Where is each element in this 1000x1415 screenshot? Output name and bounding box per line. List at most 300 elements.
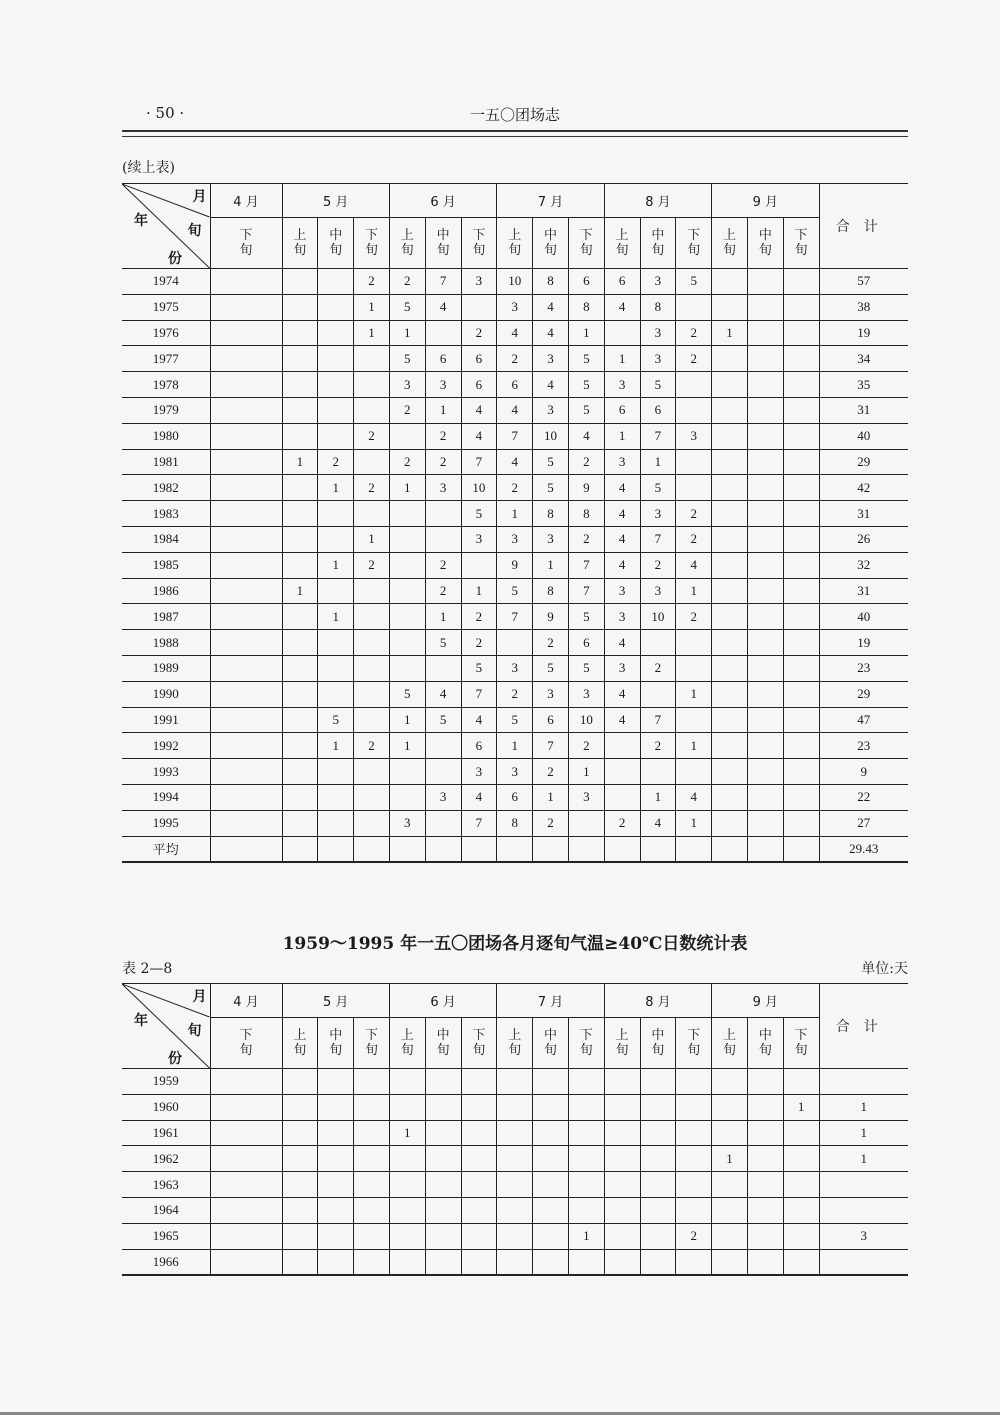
value-cell: 3: [497, 759, 533, 785]
xun-header: [461, 1018, 497, 1069]
value-cell: [461, 1172, 497, 1198]
table-title: 1959～1995 年一五〇团场各月逐旬气温≥40℃日数统计表: [282, 934, 748, 954]
value-cell: [533, 836, 569, 862]
value-cell: 2: [640, 552, 676, 578]
value-cell: [282, 372, 318, 398]
value-cell: [389, 630, 425, 656]
value-cell: [318, 1172, 354, 1198]
xun-label-bottom: 旬: [472, 243, 486, 258]
value-cell: [533, 1146, 569, 1172]
table-row: [122, 397, 908, 423]
value-cell: 10: [568, 707, 604, 733]
value-cell: 2: [425, 552, 461, 578]
year-cell: 1964: [122, 1197, 210, 1223]
value-cell: [712, 1172, 748, 1198]
total-header: 合计: [819, 984, 908, 1069]
total-cell: [819, 1069, 908, 1095]
value-cell: [282, 552, 318, 578]
value-cell: [425, 1120, 461, 1146]
value-cell: 4: [676, 552, 712, 578]
value-cell: 3: [640, 346, 676, 372]
value-cell: 1: [604, 346, 640, 372]
xun-label-bottom: 旬: [239, 243, 253, 258]
value-cell: 10: [640, 604, 676, 630]
total-cell: 47: [819, 707, 908, 733]
year-cell: 1981: [122, 449, 210, 475]
value-cell: [282, 1197, 318, 1223]
value-cell: 5: [461, 655, 497, 681]
year-cell: 1991: [122, 707, 210, 733]
value-cell: 1: [640, 784, 676, 810]
table-row: [122, 1249, 908, 1275]
year-cell: 1982: [122, 475, 210, 501]
value-cell: [210, 1172, 282, 1198]
value-cell: 1: [676, 810, 712, 836]
value-cell: 5: [568, 397, 604, 423]
value-cell: [425, 1249, 461, 1275]
table-row: [122, 810, 908, 836]
value-cell: [712, 269, 748, 295]
value-cell: [676, 397, 712, 423]
value-cell: [747, 1120, 783, 1146]
value-cell: [568, 836, 604, 862]
value-cell: [210, 707, 282, 733]
year-cell: 1989: [122, 655, 210, 681]
value-cell: [747, 733, 783, 759]
total-cell: 1: [819, 1120, 908, 1146]
value-cell: 7: [640, 526, 676, 552]
xun-label-bottom: 旬: [615, 1043, 629, 1058]
xun-header: [354, 218, 390, 269]
value-cell: [604, 1146, 640, 1172]
value-cell: [210, 784, 282, 810]
value-cell: 1: [389, 1120, 425, 1146]
value-cell: [318, 501, 354, 527]
corner-year-label: 年: [134, 213, 148, 229]
total-cell: 34: [819, 346, 908, 372]
year-cell: 平均: [122, 836, 210, 862]
value-cell: [389, 784, 425, 810]
year-cell: 1959: [122, 1069, 210, 1095]
table-row: [122, 759, 908, 785]
value-cell: 3: [497, 294, 533, 320]
value-cell: [282, 1069, 318, 1095]
value-cell: 9: [533, 604, 569, 630]
xun-label-bottom: 旬: [293, 1043, 307, 1058]
value-cell: [533, 1094, 569, 1120]
value-cell: [712, 810, 748, 836]
total-cell: 32: [819, 552, 908, 578]
value-cell: [318, 372, 354, 398]
year-cell: 1995: [122, 810, 210, 836]
table-row: [122, 1120, 908, 1146]
value-cell: [389, 1094, 425, 1120]
table-row: [122, 269, 908, 295]
value-cell: [354, 810, 390, 836]
table-row: [122, 630, 908, 656]
value-cell: [783, 604, 819, 630]
value-cell: [604, 1120, 640, 1146]
value-cell: [747, 810, 783, 836]
value-cell: [210, 1094, 282, 1120]
value-cell: 2: [354, 423, 390, 449]
value-cell: 1: [676, 681, 712, 707]
value-cell: 5: [568, 346, 604, 372]
value-cell: [712, 604, 748, 630]
value-cell: 3: [533, 526, 569, 552]
value-cell: [425, 759, 461, 785]
xun-label-bottom: 旬: [329, 243, 343, 258]
value-cell: [318, 397, 354, 423]
value-cell: 1: [354, 320, 390, 346]
xun-label-bottom: 旬: [472, 1043, 486, 1058]
xun-label-top: 下: [579, 228, 593, 243]
value-cell: 2: [461, 320, 497, 346]
value-cell: [210, 475, 282, 501]
value-cell: 1: [389, 475, 425, 501]
value-cell: [712, 1223, 748, 1249]
value-cell: 3: [568, 784, 604, 810]
value-cell: 3: [604, 604, 640, 630]
value-cell: [783, 836, 819, 862]
value-cell: 2: [389, 449, 425, 475]
value-cell: 1: [712, 1146, 748, 1172]
value-cell: 4: [533, 320, 569, 346]
year-cell: 1986: [122, 578, 210, 604]
total-cell: 9: [819, 759, 908, 785]
value-cell: [783, 1197, 819, 1223]
xun-header: [318, 218, 354, 269]
corner-month-label: 月: [192, 189, 207, 205]
value-cell: [783, 733, 819, 759]
xun-label-bottom: 旬: [544, 243, 558, 258]
value-cell: [354, 501, 390, 527]
value-cell: [210, 630, 282, 656]
xun-label-top: 中: [329, 1028, 343, 1043]
xun-label-bottom: 旬: [364, 1043, 378, 1058]
value-cell: 2: [389, 397, 425, 423]
value-cell: 1: [389, 320, 425, 346]
value-cell: [425, 733, 461, 759]
value-cell: 5: [568, 604, 604, 630]
value-cell: 3: [461, 526, 497, 552]
value-cell: 5: [425, 630, 461, 656]
table-row: [122, 346, 908, 372]
value-cell: [318, 526, 354, 552]
xun-label-top: 上: [723, 1028, 737, 1043]
value-cell: [747, 681, 783, 707]
total-cell: 19: [819, 320, 908, 346]
value-cell: 4: [461, 397, 497, 423]
value-cell: 3: [604, 372, 640, 398]
value-cell: 5: [568, 655, 604, 681]
value-cell: [676, 759, 712, 785]
value-cell: [568, 810, 604, 836]
value-cell: 2: [676, 346, 712, 372]
value-cell: [425, 526, 461, 552]
value-cell: 5: [389, 681, 425, 707]
value-cell: [389, 1197, 425, 1223]
value-cell: 1: [318, 733, 354, 759]
value-cell: 2: [676, 320, 712, 346]
xun-header: [318, 1018, 354, 1069]
total-cell: [819, 1197, 908, 1223]
value-cell: [747, 759, 783, 785]
xun-header: [712, 218, 748, 269]
value-cell: [747, 269, 783, 295]
value-cell: 2: [425, 449, 461, 475]
xun-label-bottom: 旬: [508, 1043, 522, 1058]
value-cell: [783, 397, 819, 423]
xun-label-bottom: 旬: [400, 243, 414, 258]
year-cell: 1990: [122, 681, 210, 707]
value-cell: 4: [533, 294, 569, 320]
value-cell: [712, 501, 748, 527]
value-cell: 2: [640, 733, 676, 759]
value-cell: [210, 578, 282, 604]
value-cell: [676, 475, 712, 501]
corner-fen-label: 份: [168, 1051, 182, 1067]
value-cell: 5: [389, 294, 425, 320]
xun-header: [676, 1018, 712, 1069]
value-cell: [210, 346, 282, 372]
value-cell: [210, 501, 282, 527]
value-cell: [783, 1120, 819, 1146]
value-cell: 5: [640, 372, 676, 398]
xun-label-bottom: 旬: [758, 1043, 772, 1058]
value-cell: 2: [497, 681, 533, 707]
value-cell: [783, 526, 819, 552]
total-header: 合计: [819, 184, 908, 269]
value-cell: [389, 604, 425, 630]
xun-header: [640, 1018, 676, 1069]
value-cell: [747, 836, 783, 862]
value-cell: 6: [533, 707, 569, 733]
xun-header: [210, 218, 282, 269]
value-cell: [425, 1172, 461, 1198]
value-cell: [640, 1120, 676, 1146]
value-cell: [354, 346, 390, 372]
value-cell: 1: [568, 1223, 604, 1249]
value-cell: [461, 1094, 497, 1120]
value-cell: [747, 475, 783, 501]
value-cell: [354, 707, 390, 733]
value-cell: [533, 1223, 569, 1249]
month-header: 7 月: [497, 984, 604, 1018]
total-cell: 40: [819, 604, 908, 630]
header-row-months: [122, 984, 908, 1018]
value-cell: [210, 1069, 282, 1095]
value-cell: [389, 1146, 425, 1172]
value-cell: 1: [425, 604, 461, 630]
value-cell: 4: [604, 501, 640, 527]
xun-label-top: 下: [472, 228, 486, 243]
value-cell: [282, 346, 318, 372]
value-cell: 6: [425, 346, 461, 372]
xun-label-top: 下: [239, 228, 253, 243]
value-cell: 3: [425, 784, 461, 810]
xun-label-top: 中: [651, 228, 665, 243]
value-cell: [604, 1069, 640, 1095]
value-cell: 4: [676, 784, 712, 810]
value-cell: 8: [533, 501, 569, 527]
value-cell: 3: [640, 320, 676, 346]
xun-label-bottom: 旬: [329, 1043, 343, 1058]
value-cell: [747, 397, 783, 423]
value-cell: 9: [497, 552, 533, 578]
value-cell: [425, 1069, 461, 1095]
xun-label-top: 上: [293, 228, 307, 243]
xun-label-bottom: 旬: [400, 1043, 414, 1058]
value-cell: [640, 836, 676, 862]
value-cell: [783, 578, 819, 604]
value-cell: [354, 836, 390, 862]
value-cell: 5: [533, 655, 569, 681]
value-cell: 6: [497, 784, 533, 810]
year-cell: 1994: [122, 784, 210, 810]
value-cell: [712, 578, 748, 604]
value-cell: [354, 1249, 390, 1275]
value-cell: 3: [640, 501, 676, 527]
value-cell: 2: [676, 604, 712, 630]
total-cell: 3: [819, 1223, 908, 1249]
value-cell: 2: [354, 552, 390, 578]
value-cell: 3: [461, 269, 497, 295]
table-row: [122, 604, 908, 630]
value-cell: [676, 630, 712, 656]
table-row: [122, 501, 908, 527]
table-row: [122, 836, 908, 862]
value-cell: [354, 784, 390, 810]
value-cell: 2: [318, 449, 354, 475]
value-cell: [461, 1249, 497, 1275]
value-cell: [783, 810, 819, 836]
value-cell: [640, 1069, 676, 1095]
year-cell: 1985: [122, 552, 210, 578]
year-cell: 1987: [122, 604, 210, 630]
xun-label-bottom: 旬: [364, 243, 378, 258]
xun-label-top: 中: [329, 228, 343, 243]
value-cell: [568, 1120, 604, 1146]
value-cell: [747, 655, 783, 681]
value-cell: [712, 294, 748, 320]
xun-header: [568, 1018, 604, 1069]
value-cell: [604, 1197, 640, 1223]
value-cell: 4: [497, 397, 533, 423]
value-cell: 3: [497, 655, 533, 681]
xun-label-bottom: 旬: [758, 243, 772, 258]
value-cell: 1: [318, 604, 354, 630]
value-cell: 5: [461, 501, 497, 527]
value-cell: [712, 449, 748, 475]
value-cell: 7: [461, 681, 497, 707]
value-cell: [282, 707, 318, 733]
value-cell: [640, 681, 676, 707]
table-row: [122, 1172, 908, 1198]
page-number: · 50 ·: [146, 104, 185, 122]
table-row: [122, 707, 908, 733]
value-cell: [783, 501, 819, 527]
value-cell: 5: [318, 707, 354, 733]
value-cell: [282, 604, 318, 630]
year-cell: 1966: [122, 1249, 210, 1275]
xun-label-bottom: 旬: [436, 243, 450, 258]
xun-header: [604, 218, 640, 269]
value-cell: [318, 655, 354, 681]
value-cell: 8: [533, 578, 569, 604]
corner-xun-label: 旬: [187, 1023, 202, 1039]
value-cell: 8: [568, 294, 604, 320]
value-cell: [354, 372, 390, 398]
value-cell: [747, 604, 783, 630]
value-cell: [425, 1197, 461, 1223]
xun-header: [568, 218, 604, 269]
value-cell: 4: [461, 784, 497, 810]
value-cell: 4: [604, 552, 640, 578]
value-cell: [783, 681, 819, 707]
value-cell: 9: [568, 475, 604, 501]
value-cell: 2: [354, 475, 390, 501]
xun-header: [282, 1018, 318, 1069]
value-cell: [210, 552, 282, 578]
xun-header: [389, 218, 425, 269]
value-cell: 4: [604, 630, 640, 656]
value-cell: [461, 1146, 497, 1172]
value-cell: 1: [712, 320, 748, 346]
value-cell: 1: [568, 759, 604, 785]
value-cell: [712, 1197, 748, 1223]
value-cell: [747, 1146, 783, 1172]
value-cell: [210, 397, 282, 423]
value-cell: [712, 552, 748, 578]
value-cell: 6: [461, 733, 497, 759]
value-cell: [282, 501, 318, 527]
value-cell: [210, 759, 282, 785]
value-cell: 3: [640, 578, 676, 604]
value-cell: [747, 1249, 783, 1275]
value-cell: [210, 810, 282, 836]
value-cell: 6: [604, 397, 640, 423]
value-cell: 3: [604, 449, 640, 475]
value-cell: [354, 578, 390, 604]
value-cell: [747, 320, 783, 346]
value-cell: [747, 1069, 783, 1095]
xun-label-top: 下: [687, 228, 701, 243]
value-cell: [354, 681, 390, 707]
value-cell: [568, 1094, 604, 1120]
value-cell: [354, 1146, 390, 1172]
value-cell: 4: [604, 707, 640, 733]
value-cell: 3: [389, 810, 425, 836]
value-cell: 1: [389, 707, 425, 733]
value-cell: 5: [640, 475, 676, 501]
value-cell: [497, 1120, 533, 1146]
value-cell: 10: [497, 269, 533, 295]
value-cell: 4: [604, 475, 640, 501]
value-cell: 1: [497, 501, 533, 527]
value-cell: [354, 1172, 390, 1198]
value-cell: [783, 475, 819, 501]
value-cell: [712, 526, 748, 552]
value-cell: 1: [425, 397, 461, 423]
value-cell: 1: [461, 578, 497, 604]
value-cell: [497, 1172, 533, 1198]
value-cell: [604, 733, 640, 759]
value-cell: [568, 1197, 604, 1223]
value-cell: [497, 1197, 533, 1223]
xun-label-bottom: 旬: [579, 1043, 593, 1058]
value-cell: [604, 320, 640, 346]
